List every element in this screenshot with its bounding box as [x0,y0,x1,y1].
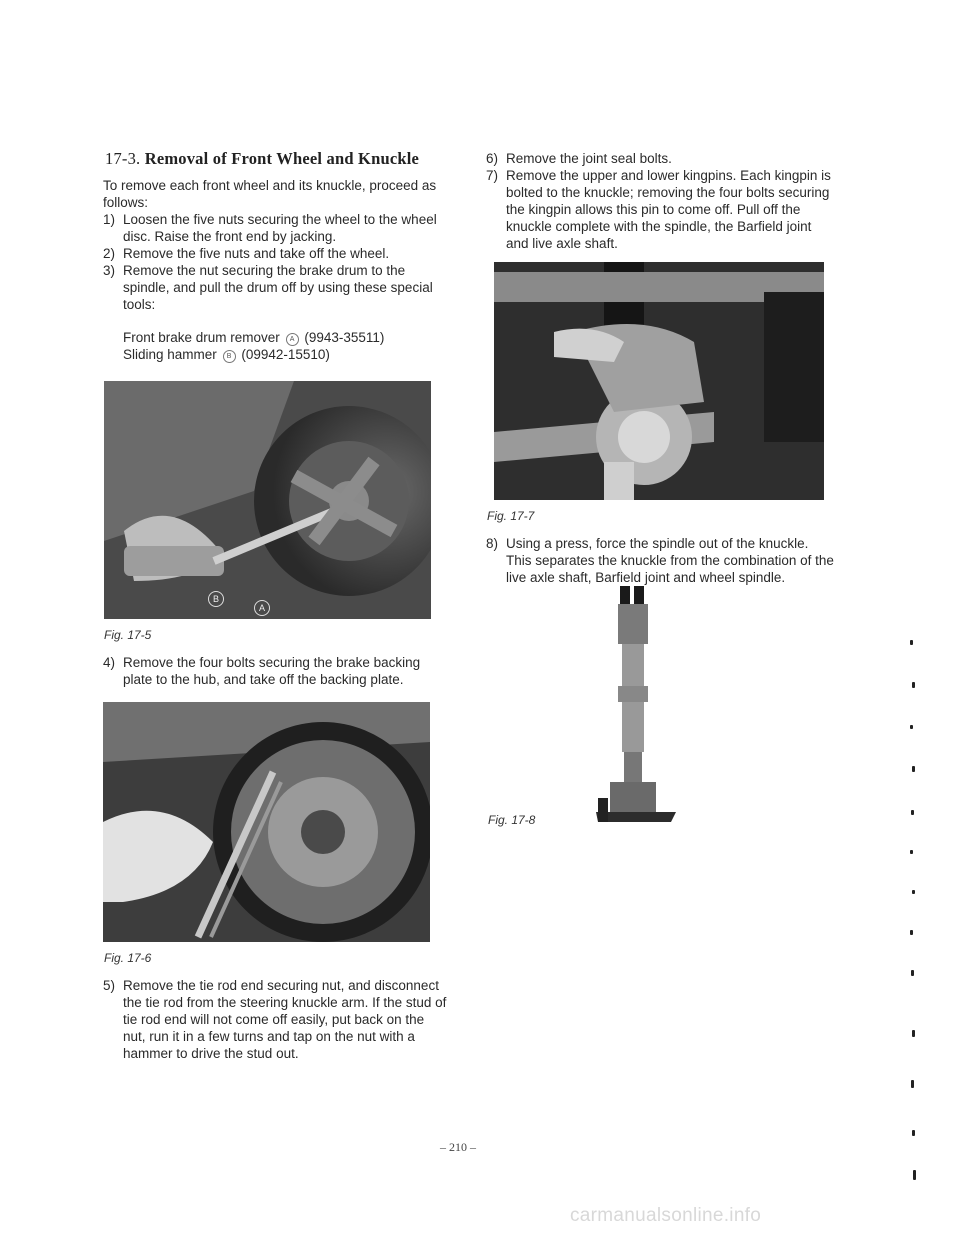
callout-a: A [254,600,270,616]
page-number: – 210 – [440,1140,476,1154]
scan-edge-marks [900,640,920,1200]
section-heading [105,150,448,167]
figure-17-8-area [486,586,836,836]
step-4: 4) Remove the four bolts securing the brake backing plate to the hub, and take off the backing plate. [103,655,421,687]
figure-17-8-caption: Fig. 17-8 [488,813,536,827]
mark-b-icon: B [223,350,236,363]
spindle-press-image [486,586,816,836]
figure-17-6-caption: Fig. 17-6 [104,951,152,965]
figure-17-7-photo [494,262,824,500]
intro-text: To remove each front wheel and its knuckle, proceed as follows: [103,178,437,210]
figure-17-7-caption: Fig. 17-7 [487,509,535,523]
step-5: 5) Remove the tie rod end securing nut, and disconnect the tie rod from the steering knuckle arm. If the stud of tie rod end will not come off easily, put back on the nut, run it in a few turns and tap on the nut with a hammer to drive the stud out. [103,978,447,1061]
step-1: 1) Loosen the five nuts securing the wheel to the wheel disc. Raise the front end by jacking. [103,212,437,244]
right-column [486,150,836,836]
tool-drum-remover: Front brake drum remover A (9943-35511) [123,330,385,345]
figure-17-5-photo [104,381,431,619]
callout-b: B [208,591,224,607]
tool-sliding-hammer: Sliding hammer B (09942-15510) [123,347,330,362]
mark-a-icon: A [286,333,299,346]
step-2: 2) Remove the five nuts and take off the wheel. [103,246,390,261]
section-number: 17-3. [105,149,141,168]
brake-drum-removal-image [104,381,431,619]
figure-17-6-photo [103,702,430,942]
step-7: 7) Remove the upper and lower kingpins. Each kingpin is bolted to the knuckle; removing the four bolts securing the kingpin allows this pin to come off. Pull off the knuckle complete with the spindle, the Barfield joint and live axle shaft. [486,168,831,251]
left-column [103,150,448,1062]
section-title: Removal of Front Wheel and Knuckle [144,149,420,168]
step-3: 3) Remove the nut securing the brake drum to the spindle, and pull the drum off by using these special tools: [103,263,433,312]
knuckle-removal-image [494,262,824,500]
footer-watermark[interactable]: carmanualsonline.info [570,1205,762,1226]
backing-plate-image [103,702,430,942]
step-6: 6) Remove the joint seal bolts. [486,151,672,166]
step-8: 8) Using a press, force the spindle out of the knuckle. This separates the knuckle from the combination of the live axle shaft, Barfield joint and wheel spindle. [486,536,834,585]
figure-17-5-caption: Fig. 17-5 [104,628,152,642]
